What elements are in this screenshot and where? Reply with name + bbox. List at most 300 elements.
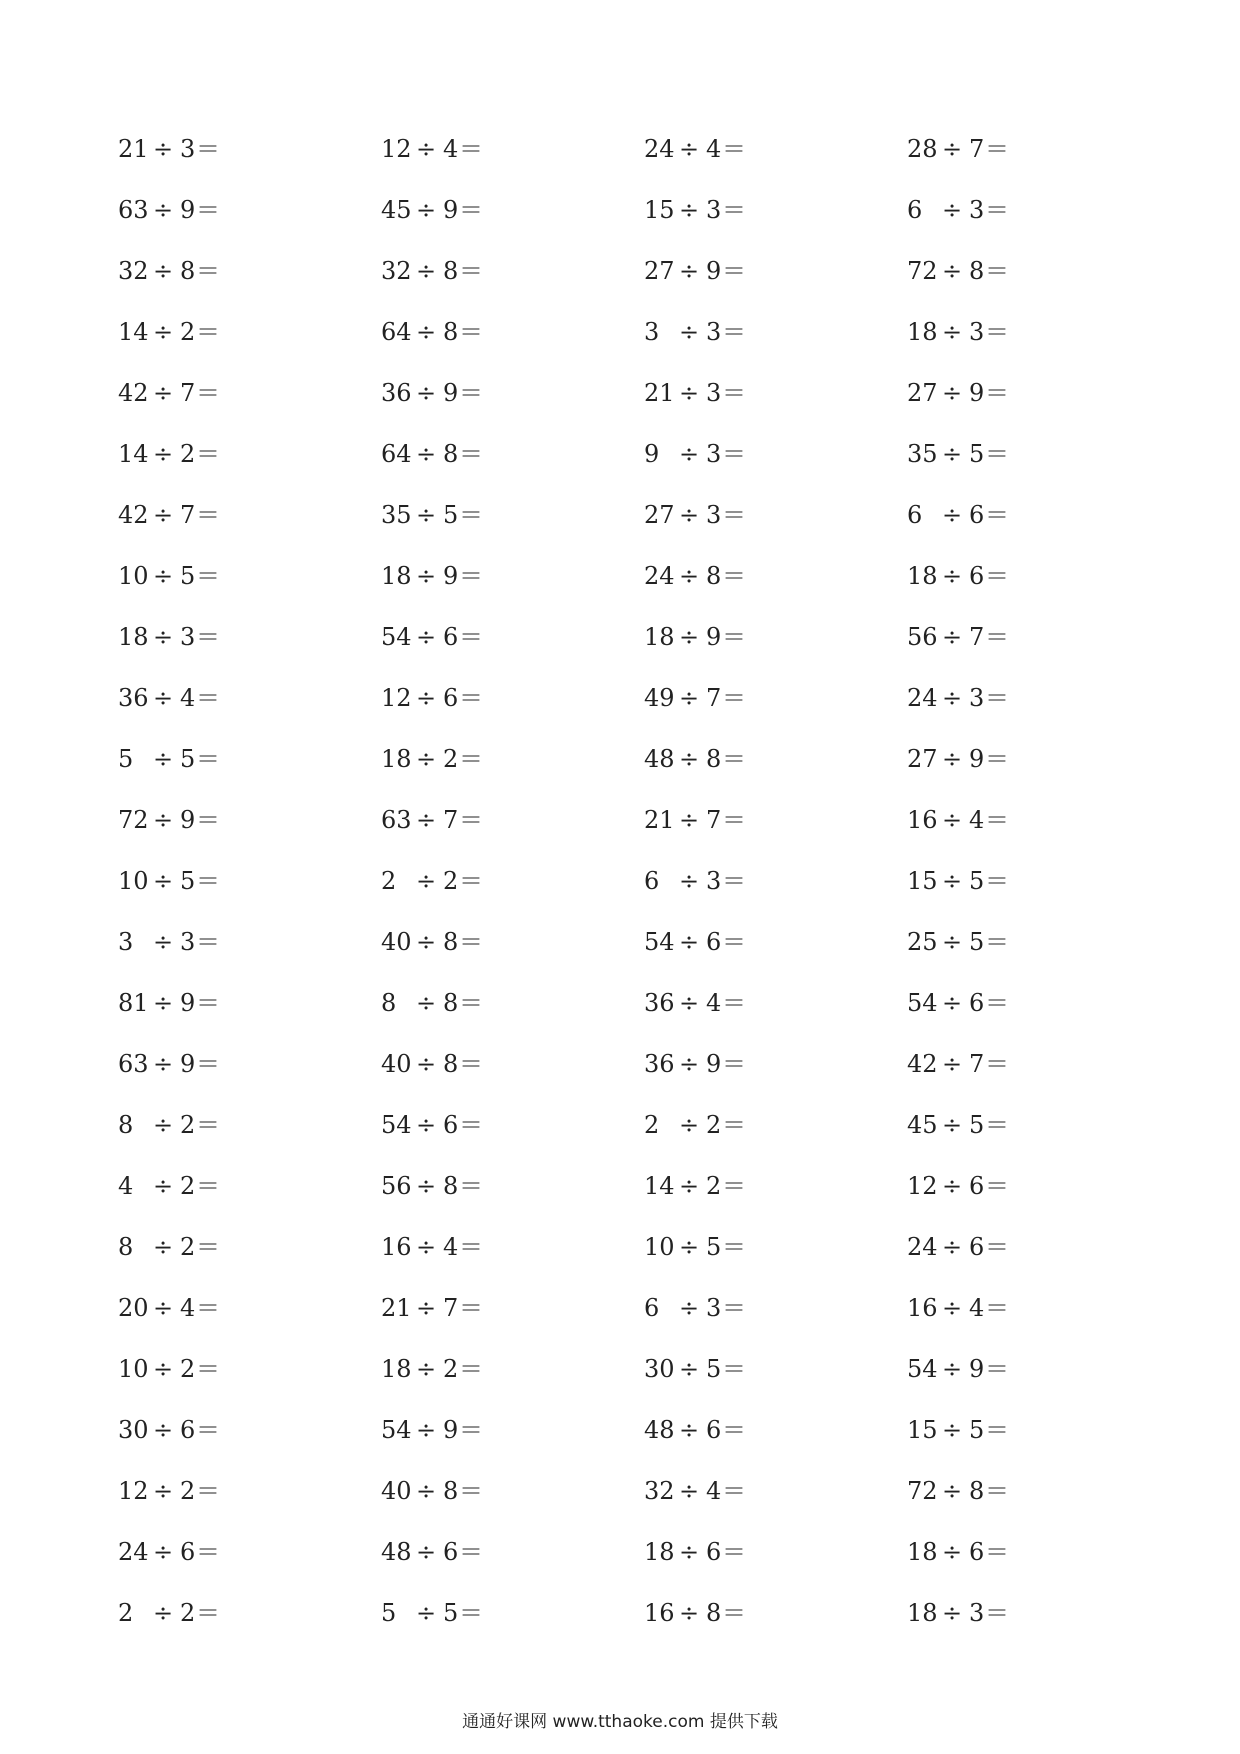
- division-problem: [381, 1354, 644, 1384]
- dividend: 24: [644, 134, 675, 163]
- divide-sign: ÷: [941, 561, 963, 590]
- equals-sign: ＝: [459, 1354, 483, 1383]
- divide-sign: ÷: [941, 500, 963, 529]
- division-problem: [907, 500, 1170, 530]
- division-problem: [118, 1537, 381, 1567]
- divide-sign: ÷: [415, 1537, 437, 1566]
- divide-sign: ÷: [678, 1415, 700, 1444]
- divide-sign: ÷: [415, 134, 437, 163]
- divisor: 7: [443, 1293, 459, 1322]
- dividend: 2: [118, 1598, 134, 1627]
- divisor: 7: [180, 500, 196, 529]
- equals-sign: ＝: [722, 1415, 746, 1444]
- division-problem: [644, 805, 907, 835]
- dividend: 64: [381, 317, 412, 346]
- equals-sign: ＝: [196, 1049, 220, 1078]
- dividend: 21: [118, 134, 149, 163]
- dividend: 10: [118, 561, 149, 590]
- divide-sign: ÷: [678, 744, 700, 773]
- divide-sign: ÷: [941, 134, 963, 163]
- divisor: 5: [969, 927, 985, 956]
- division-problem: [907, 1415, 1170, 1445]
- dividend: 36: [118, 683, 149, 712]
- division-problem: [907, 744, 1170, 774]
- divisor: 9: [443, 378, 459, 407]
- division-problem: [907, 988, 1170, 1018]
- divisor: 3: [706, 439, 722, 468]
- equals-sign: ＝: [459, 805, 483, 834]
- divisor: 9: [180, 805, 196, 834]
- problem-row: [118, 850, 1178, 911]
- divisor: 8: [443, 927, 459, 956]
- divide-sign: ÷: [678, 561, 700, 590]
- equals-sign: ＝: [459, 317, 483, 346]
- division-problem: [644, 1232, 907, 1262]
- divide-sign: ÷: [678, 195, 700, 224]
- dividend: 12: [118, 1476, 149, 1505]
- division-problem: [644, 1476, 907, 1506]
- dividend: 10: [118, 1354, 149, 1383]
- divisor: 4: [180, 683, 196, 712]
- dividend: 28: [907, 134, 938, 163]
- dividend: 4: [118, 1171, 134, 1200]
- dividend: 2: [381, 866, 397, 895]
- divide-sign: ÷: [941, 1537, 963, 1566]
- divide-sign: ÷: [678, 1293, 700, 1322]
- divisor: 2: [180, 1476, 196, 1505]
- division-problem: [644, 134, 907, 164]
- equals-sign: ＝: [722, 805, 746, 834]
- problem-row: [118, 1521, 1178, 1582]
- dividend: 72: [907, 1476, 938, 1505]
- divide-sign: ÷: [678, 134, 700, 163]
- equals-sign: ＝: [722, 439, 746, 468]
- dividend: 54: [644, 927, 675, 956]
- equals-sign: ＝: [722, 683, 746, 712]
- divide-sign: ÷: [941, 1110, 963, 1139]
- divide-sign: ÷: [152, 1354, 174, 1383]
- divide-sign: ÷: [941, 1598, 963, 1627]
- dividend: 35: [907, 439, 938, 468]
- division-problem: [907, 1171, 1170, 1201]
- divide-sign: ÷: [415, 1415, 437, 1444]
- equals-sign: ＝: [985, 744, 1009, 773]
- problem-row: [118, 667, 1178, 728]
- division-problem: [118, 805, 381, 835]
- dividend: 6: [644, 1293, 660, 1322]
- dividend: 64: [381, 439, 412, 468]
- equals-sign: ＝: [722, 1049, 746, 1078]
- divide-sign: ÷: [678, 500, 700, 529]
- division-problem: [381, 683, 644, 713]
- divisor: 8: [443, 1476, 459, 1505]
- divide-sign: ÷: [941, 1293, 963, 1322]
- divide-sign: ÷: [152, 1293, 174, 1322]
- division-problem: [644, 561, 907, 591]
- equals-sign: ＝: [985, 439, 1009, 468]
- division-problem: [644, 256, 907, 286]
- division-problem: [118, 1415, 381, 1445]
- equals-sign: ＝: [459, 500, 483, 529]
- problem-row: [118, 728, 1178, 789]
- divisor: 8: [443, 439, 459, 468]
- problem-row: [118, 1094, 1178, 1155]
- divide-sign: ÷: [415, 1232, 437, 1261]
- equals-sign: ＝: [985, 561, 1009, 590]
- divide-sign: ÷: [941, 1476, 963, 1505]
- divide-sign: ÷: [152, 1537, 174, 1566]
- equals-sign: ＝: [196, 1415, 220, 1444]
- equals-sign: ＝: [985, 1354, 1009, 1383]
- divide-sign: ÷: [415, 256, 437, 285]
- divide-sign: ÷: [415, 988, 437, 1017]
- division-problem: [118, 988, 381, 1018]
- dividend: 45: [907, 1110, 938, 1139]
- divide-sign: ÷: [415, 744, 437, 773]
- equals-sign: ＝: [459, 1110, 483, 1139]
- divisor: 8: [443, 1049, 459, 1078]
- equals-sign: ＝: [459, 1537, 483, 1566]
- problem-row: [118, 484, 1178, 545]
- divisor: 8: [443, 256, 459, 285]
- dividend: 24: [907, 1232, 938, 1261]
- division-problem: [381, 805, 644, 835]
- equals-sign: ＝: [722, 744, 746, 773]
- divisor: 9: [180, 988, 196, 1017]
- dividend: 16: [381, 1232, 412, 1261]
- division-problem: [118, 195, 381, 225]
- divisor: 2: [443, 744, 459, 773]
- divisor: 5: [969, 1415, 985, 1444]
- divisor: 3: [706, 866, 722, 895]
- equals-sign: ＝: [722, 988, 746, 1017]
- equals-sign: ＝: [196, 1110, 220, 1139]
- divisor: 7: [969, 622, 985, 651]
- division-problem: [381, 439, 644, 469]
- divide-sign: ÷: [678, 805, 700, 834]
- dividend: 15: [907, 866, 938, 895]
- divide-sign: ÷: [415, 1293, 437, 1322]
- equals-sign: ＝: [459, 1049, 483, 1078]
- dividend: 14: [118, 439, 149, 468]
- divisor: 9: [443, 195, 459, 224]
- dividend: 63: [381, 805, 412, 834]
- divisor: 3: [706, 317, 722, 346]
- dividend: 48: [644, 1415, 675, 1444]
- division-problem: [381, 866, 644, 896]
- division-problem: [907, 1598, 1170, 1628]
- problem-row: [118, 179, 1178, 240]
- dividend: 81: [118, 988, 149, 1017]
- divisor: 6: [443, 1110, 459, 1139]
- equals-sign: ＝: [459, 683, 483, 712]
- divisor: 2: [443, 1354, 459, 1383]
- division-problem: [644, 1171, 907, 1201]
- problem-row: [118, 1582, 1178, 1643]
- problem-row: [118, 1155, 1178, 1216]
- division-problem: [644, 439, 907, 469]
- division-problem: [118, 500, 381, 530]
- equals-sign: ＝: [722, 1110, 746, 1139]
- division-problem: [381, 134, 644, 164]
- divisor: 5: [180, 866, 196, 895]
- problem-row: [118, 1033, 1178, 1094]
- divisor: 4: [969, 1293, 985, 1322]
- division-problem: [644, 1110, 907, 1140]
- division-problem: [118, 1049, 381, 1079]
- division-problem: [907, 378, 1170, 408]
- divide-sign: ÷: [941, 378, 963, 407]
- divide-sign: ÷: [152, 1049, 174, 1078]
- dividend: 42: [118, 500, 149, 529]
- division-problem: [644, 195, 907, 225]
- divisor: 9: [180, 195, 196, 224]
- division-problem: [381, 500, 644, 530]
- problem-row: [118, 301, 1178, 362]
- divisor: 8: [969, 256, 985, 285]
- dividend: 36: [381, 378, 412, 407]
- equals-sign: ＝: [459, 561, 483, 590]
- dividend: 56: [907, 622, 938, 651]
- dividend: 30: [644, 1354, 675, 1383]
- problem-row: [118, 911, 1178, 972]
- divide-sign: ÷: [152, 1232, 174, 1261]
- division-problem: [907, 927, 1170, 957]
- equals-sign: ＝: [196, 561, 220, 590]
- problem-row: [118, 1338, 1178, 1399]
- division-problem: [644, 1293, 907, 1323]
- divide-sign: ÷: [941, 1354, 963, 1383]
- problem-row: [118, 118, 1178, 179]
- divide-sign: ÷: [152, 317, 174, 346]
- division-problem: [381, 1598, 644, 1628]
- divisor: 9: [443, 1415, 459, 1444]
- division-problem: [118, 561, 381, 591]
- dividend: 16: [644, 1598, 675, 1627]
- divisor: 7: [706, 805, 722, 834]
- dividend: 5: [118, 744, 134, 773]
- division-problem: [381, 1110, 644, 1140]
- equals-sign: ＝: [985, 1293, 1009, 1322]
- divide-sign: ÷: [941, 317, 963, 346]
- dividend: 42: [118, 378, 149, 407]
- problem-row: [118, 1399, 1178, 1460]
- divisor: 6: [180, 1415, 196, 1444]
- divisor: 6: [969, 988, 985, 1017]
- equals-sign: ＝: [722, 134, 746, 163]
- divide-sign: ÷: [152, 805, 174, 834]
- divide-sign: ÷: [415, 1598, 437, 1627]
- divide-sign: ÷: [941, 256, 963, 285]
- division-problem: [118, 683, 381, 713]
- divisor: 5: [443, 500, 459, 529]
- division-problem: [381, 927, 644, 957]
- dividend: 27: [644, 500, 675, 529]
- divide-sign: ÷: [415, 866, 437, 895]
- equals-sign: ＝: [196, 744, 220, 773]
- division-problem: [907, 561, 1170, 591]
- equals-sign: ＝: [196, 1293, 220, 1322]
- equals-sign: ＝: [985, 1537, 1009, 1566]
- equals-sign: ＝: [459, 1293, 483, 1322]
- division-problem: [118, 256, 381, 286]
- divide-sign: ÷: [415, 1049, 437, 1078]
- divide-sign: ÷: [415, 561, 437, 590]
- divide-sign: ÷: [152, 683, 174, 712]
- dividend: 18: [381, 1354, 412, 1383]
- divisor: 3: [180, 134, 196, 163]
- divisor: 2: [443, 866, 459, 895]
- divide-sign: ÷: [678, 622, 700, 651]
- divisor: 3: [706, 500, 722, 529]
- equals-sign: ＝: [985, 195, 1009, 224]
- divisor: 3: [706, 1293, 722, 1322]
- dividend: 40: [381, 1049, 412, 1078]
- divisor: 6: [969, 1232, 985, 1261]
- divide-sign: ÷: [678, 988, 700, 1017]
- dividend: 14: [118, 317, 149, 346]
- dividend: 12: [381, 134, 412, 163]
- divide-sign: ÷: [152, 500, 174, 529]
- divisor: 9: [443, 561, 459, 590]
- division-problem-grid: [118, 118, 1178, 1643]
- equals-sign: ＝: [985, 866, 1009, 895]
- divisor: 7: [969, 134, 985, 163]
- division-problem: [118, 622, 381, 652]
- dividend: 6: [907, 500, 923, 529]
- divide-sign: ÷: [678, 1598, 700, 1627]
- equals-sign: ＝: [722, 866, 746, 895]
- divide-sign: ÷: [152, 1476, 174, 1505]
- dividend: 18: [907, 561, 938, 590]
- equals-sign: ＝: [459, 195, 483, 224]
- equals-sign: ＝: [985, 1415, 1009, 1444]
- divisor: 2: [180, 439, 196, 468]
- equals-sign: ＝: [459, 927, 483, 956]
- divisor: 8: [969, 1476, 985, 1505]
- dividend: 54: [381, 1415, 412, 1444]
- divisor: 5: [706, 1232, 722, 1261]
- divide-sign: ÷: [678, 683, 700, 712]
- divisor: 8: [180, 256, 196, 285]
- equals-sign: ＝: [196, 1476, 220, 1505]
- divisor: 3: [969, 317, 985, 346]
- division-problem: [907, 1354, 1170, 1384]
- dividend: 40: [381, 1476, 412, 1505]
- dividend: 54: [907, 1354, 938, 1383]
- division-problem: [118, 1110, 381, 1140]
- equals-sign: ＝: [196, 317, 220, 346]
- division-problem: [644, 1049, 907, 1079]
- division-problem: [118, 1293, 381, 1323]
- dividend: 16: [907, 805, 938, 834]
- dividend: 15: [907, 1415, 938, 1444]
- problem-row: [118, 789, 1178, 850]
- divide-sign: ÷: [152, 561, 174, 590]
- dividend: 9: [644, 439, 660, 468]
- equals-sign: ＝: [459, 1171, 483, 1200]
- dividend: 18: [907, 1598, 938, 1627]
- equals-sign: ＝: [196, 622, 220, 651]
- divisor: 9: [706, 622, 722, 651]
- divisor: 8: [443, 988, 459, 1017]
- division-problem: [381, 744, 644, 774]
- equals-sign: ＝: [196, 500, 220, 529]
- divide-sign: ÷: [678, 1232, 700, 1261]
- dividend: 49: [644, 683, 675, 712]
- divisor: 6: [969, 1171, 985, 1200]
- equals-sign: ＝: [985, 622, 1009, 651]
- dividend: 63: [118, 1049, 149, 1078]
- divide-sign: ÷: [941, 805, 963, 834]
- equals-sign: ＝: [196, 683, 220, 712]
- problem-row: [118, 1277, 1178, 1338]
- divide-sign: ÷: [152, 744, 174, 773]
- division-problem: [907, 317, 1170, 347]
- division-problem: [118, 439, 381, 469]
- equals-sign: ＝: [985, 1049, 1009, 1078]
- divisor: 2: [180, 1232, 196, 1261]
- division-problem: [644, 866, 907, 896]
- equals-sign: ＝: [196, 988, 220, 1017]
- dividend: 12: [907, 1171, 938, 1200]
- dividend: 18: [644, 1537, 675, 1566]
- division-problem: [381, 1232, 644, 1262]
- divisor: 3: [969, 683, 985, 712]
- divisor: 4: [180, 1293, 196, 1322]
- equals-sign: ＝: [459, 622, 483, 651]
- divisor: 9: [706, 1049, 722, 1078]
- dividend: 18: [907, 1537, 938, 1566]
- equals-sign: ＝: [196, 1232, 220, 1261]
- division-problem: [907, 622, 1170, 652]
- equals-sign: ＝: [196, 866, 220, 895]
- dividend: 24: [118, 1537, 149, 1566]
- dividend: 3: [118, 927, 134, 956]
- problem-row: [118, 606, 1178, 667]
- division-problem: [118, 1232, 381, 1262]
- divide-sign: ÷: [941, 1232, 963, 1261]
- equals-sign: ＝: [722, 1537, 746, 1566]
- division-problem: [118, 744, 381, 774]
- equals-sign: ＝: [985, 805, 1009, 834]
- divisor: 6: [969, 561, 985, 590]
- dividend: 18: [381, 561, 412, 590]
- division-problem: [381, 1293, 644, 1323]
- divisor: 9: [706, 256, 722, 285]
- division-problem: [644, 1537, 907, 1567]
- division-problem: [644, 1415, 907, 1445]
- divide-sign: ÷: [152, 1171, 174, 1200]
- dividend: 32: [118, 256, 149, 285]
- problem-row: [118, 972, 1178, 1033]
- dividend: 27: [907, 744, 938, 773]
- divisor: 3: [180, 927, 196, 956]
- equals-sign: ＝: [196, 195, 220, 224]
- dividend: 21: [644, 805, 675, 834]
- equals-sign: ＝: [985, 988, 1009, 1017]
- divide-sign: ÷: [152, 1415, 174, 1444]
- dividend: 18: [381, 744, 412, 773]
- divide-sign: ÷: [941, 988, 963, 1017]
- equals-sign: ＝: [985, 378, 1009, 407]
- equals-sign: ＝: [985, 1232, 1009, 1261]
- divisor: 2: [180, 1110, 196, 1139]
- dividend: 48: [381, 1537, 412, 1566]
- divisor: 3: [706, 378, 722, 407]
- divide-sign: ÷: [678, 317, 700, 346]
- division-problem: [381, 1049, 644, 1079]
